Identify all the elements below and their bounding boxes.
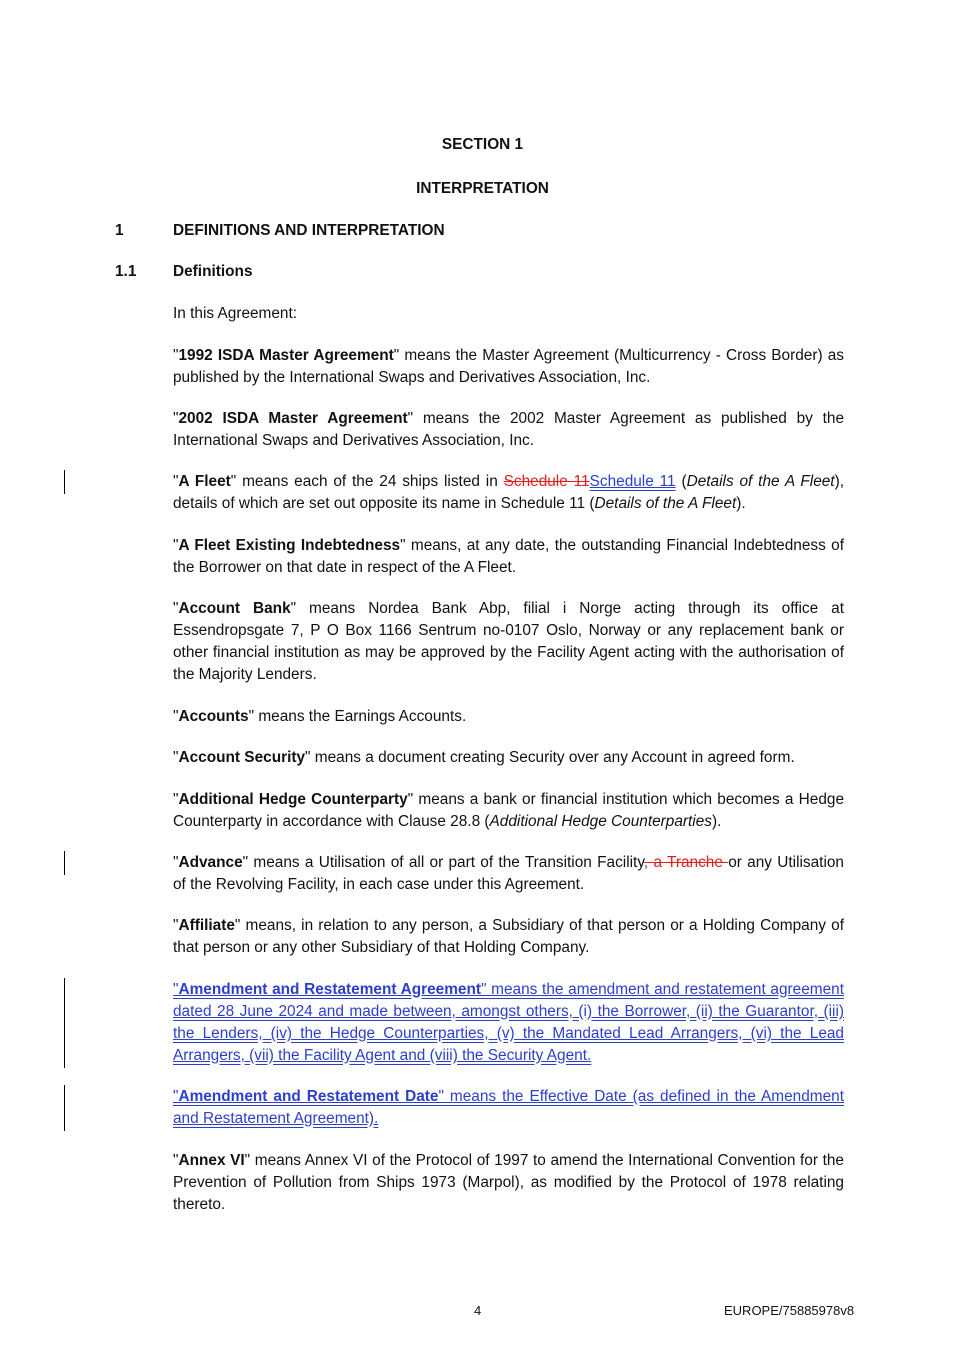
definition-a-fleet-indebtedness: "A Fleet Existing Indebtedness" means, at any date, the outstanding Financial Indebtedness of the Borrower on that date in respect of the A Fleet. bbox=[173, 537, 844, 576]
change-bar bbox=[64, 470, 65, 494]
definition-isda-1992: "1992 ISDA Master Agreement" means the Master Agreement (Multicurrency - Cross Border) as published by the International Swaps and Derivatives Association, Inc. bbox=[173, 347, 844, 386]
intro-text: In this Agreement: bbox=[173, 305, 298, 322]
subclause-title: Definitions bbox=[173, 263, 253, 280]
definition-accounts: "Accounts" means the Earnings Accounts. bbox=[173, 708, 467, 725]
change-bar bbox=[64, 978, 65, 1068]
definition-annex-vi: "Annex VI" means Annex VI of the Protocol of 1997 to amend the International Convention for the Prevention of Pollution from Ships 1973 (Marpol), as modified by the Protocol of 1978 relating thereto. bbox=[173, 1152, 844, 1213]
clause-title: DEFINITIONS AND INTERPRETATION bbox=[173, 222, 445, 239]
change-bar bbox=[64, 1085, 65, 1131]
definition-account-bank: "Account Bank" means Nordea Bank Abp, filial i Norge acting through its office at Essendropsgate 7, P O Box 1166 Sentrum no-0107 Oslo, Norway or any replacement bank or other financial institution as may be approved by the Facility Agent acting with the authorisation of the Majority Lenders. bbox=[173, 600, 844, 683]
deleted-text: Schedule 11 bbox=[503, 473, 590, 490]
definition-account-security: "Account Security" means a document creating Security over any Account in agreed form. bbox=[173, 749, 795, 766]
definition-amendment-restatement-date: "Amendment and Restatement Date" means the Effective Date (as defined in the Amendment and Restatement Agreement). bbox=[173, 1088, 844, 1127]
definition-advance: "Advance" means a Utilisation of all or part of the Transition Facility, a Tranche or any Utilisation of the Revolving Facility, in each case under this Agreement. bbox=[173, 854, 844, 893]
section-label: SECTION 1 bbox=[441, 136, 524, 153]
definition-amendment-restatement-agreement: "Amendment and Restatement Agreement" means the amendment and restatement agreement dated 28 June 2024 and made between, amongst others, (i) the Borrower, (ii) the Guarantor, (iii) the Lenders, (iv) the Hedge Counterparties, (v) the Mandated Lead Arrangers, (vi) the Lead Arrangers, (vii) the Facility Agent and (viii) the Security Agent. bbox=[173, 981, 844, 1064]
page-number: 4 bbox=[474, 1303, 482, 1318]
document-reference: EUROPE/75885978v8 bbox=[724, 1303, 855, 1318]
clause-number: 1 bbox=[115, 222, 124, 239]
inserted-text: Schedule 11 bbox=[589, 473, 676, 490]
deleted-text: , a Tranche bbox=[643, 854, 729, 871]
section-title: INTERPRETATION bbox=[416, 180, 549, 197]
definition-affiliate: "Affiliate" means, in relation to any person, a Subsidiary of that person or a Holding Company of that person or any other Subsidiary of that Holding Company. bbox=[173, 917, 844, 956]
subclause-number: 1.1 bbox=[115, 263, 137, 280]
definition-additional-hedge-counterparty: "Additional Hedge Counterparty" means a bank or financial institution which becomes a Hedge Counterparty in accordance with Clause 28.8 (Additional Hedge Counterparties). bbox=[173, 791, 845, 830]
definition-isda-2002: "2002 ISDA Master Agreement" means the 2002 Master Agreement as published by the International Swaps and Derivatives Association, Inc. bbox=[173, 410, 845, 449]
definition-a-fleet: "A Fleet" means each of the 24 ships listed in Schedule 11Schedule 11 (Details of the A Fleet), details of which are set out opposite its name in Schedule 11 (Details of the A Fleet). bbox=[173, 473, 844, 512]
change-bar bbox=[64, 851, 65, 875]
